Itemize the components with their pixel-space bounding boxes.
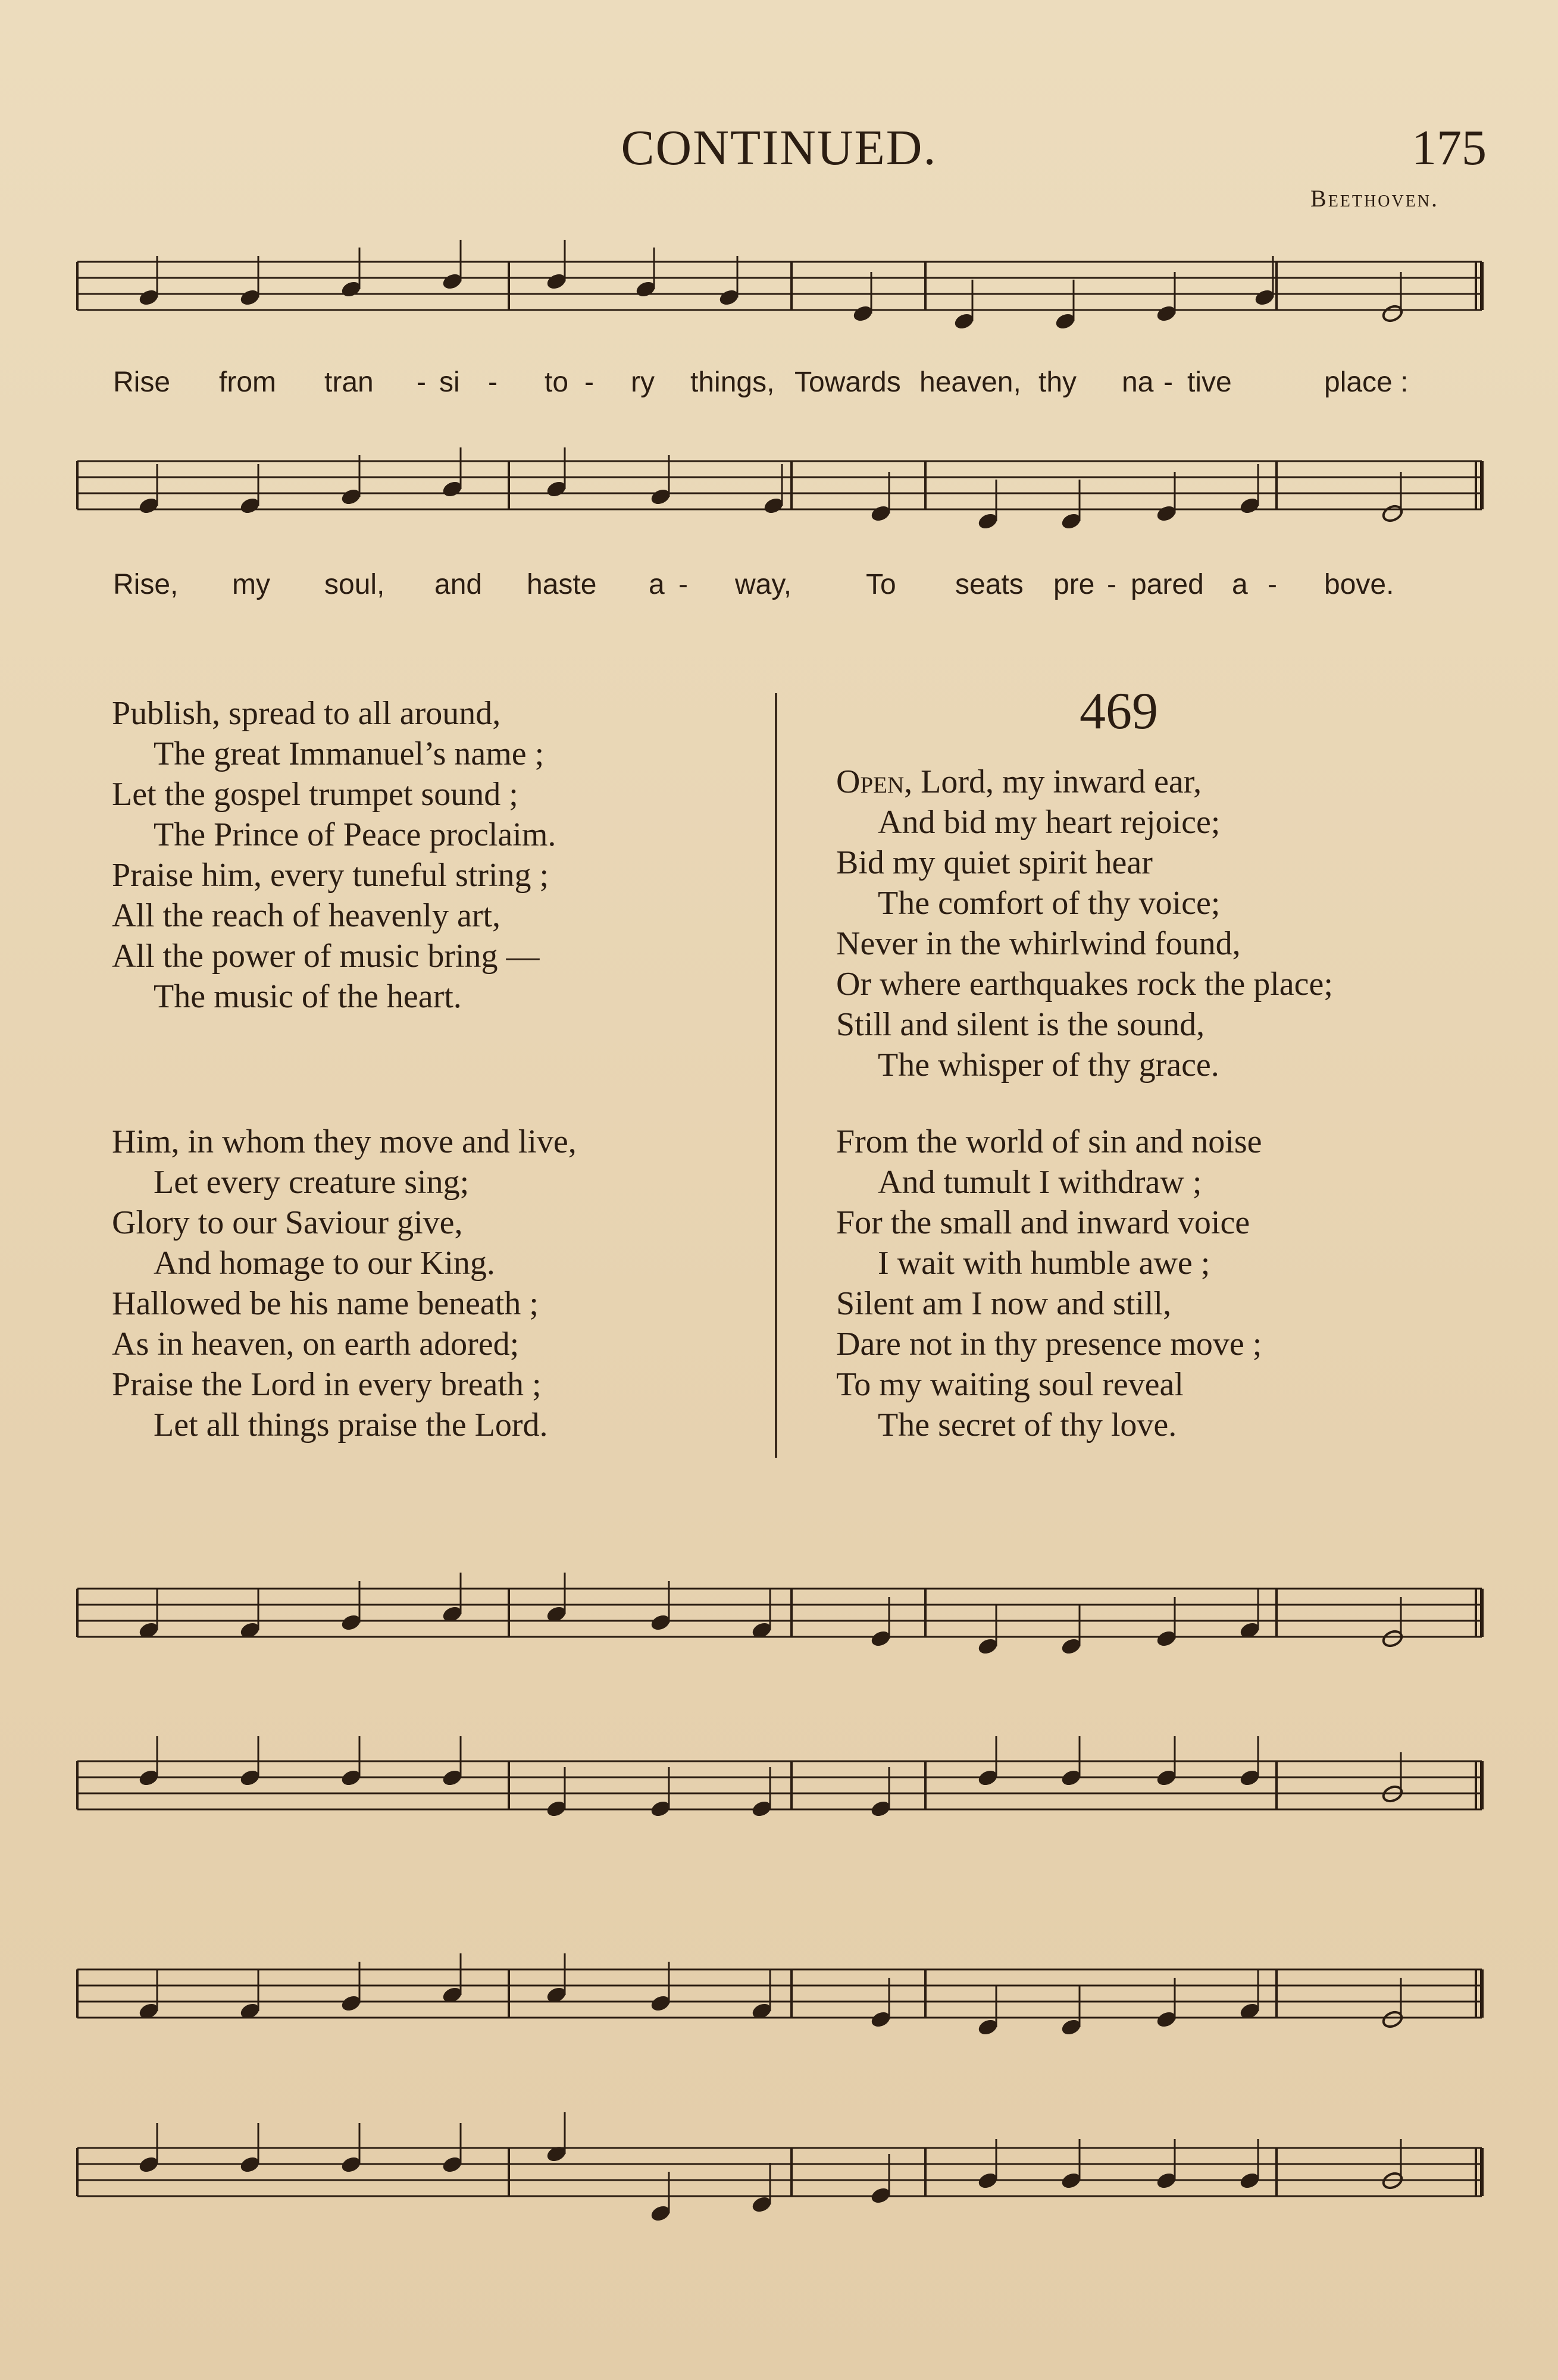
verse-line: As in heaven, on earth adored; — [112, 1326, 520, 1363]
lyric-syllable: ry — [631, 367, 655, 398]
lyric-syllable: seats — [955, 569, 1024, 600]
verse-line — [836, 762, 1333, 802]
verse-line: Glory to our Saviour give, — [112, 1204, 463, 1241]
verse-line: Let the gospel trumpet sound ; — [112, 776, 518, 813]
verse-line: And homage to our King. — [154, 1245, 495, 1282]
verse-line: Or where earthquakes rock the place; — [836, 966, 1333, 1003]
lyric-syllable: to — [545, 367, 569, 398]
lyric-line-2 — [0, 568, 1558, 604]
right-stanza-2 — [836, 1122, 1262, 1445]
lyric-syllable: - — [488, 367, 498, 398]
lyric-syllable: haste — [527, 569, 597, 600]
lyric-syllable: heaven, — [919, 367, 1021, 398]
lyric-syllable: si — [439, 367, 460, 398]
lyric-syllable: - — [1163, 367, 1173, 398]
lyric-syllable: - — [678, 569, 688, 600]
verse-line: The Prince of Peace proclaim. — [154, 816, 556, 853]
lyric-line-1 — [0, 366, 1558, 402]
verse-line: Bid my quiet spirit hear — [836, 844, 1153, 881]
lyric-syllable: Rise — [113, 367, 171, 398]
lyric-syllable: and — [434, 569, 483, 600]
verse-line: Let every creature sing; — [154, 1164, 470, 1201]
lyric-syllable: things, — [690, 367, 775, 398]
verse-line: The great Immanuel’s name ; — [154, 735, 545, 772]
lyric-syllable: bove. — [1324, 569, 1394, 600]
verse-line: Praise the Lord in every breath ; — [112, 1366, 542, 1403]
verse-line: Dare not in thy presence move ; — [836, 1326, 1262, 1363]
right-stanza-1 — [836, 762, 1333, 1085]
lyric-syllable: Rise, — [113, 569, 179, 600]
composer-credit: Beethoven. — [1310, 185, 1439, 212]
left-stanza-2 — [112, 1122, 577, 1445]
lyric-syllable: - — [584, 367, 594, 398]
hymn-number: 469 — [1080, 682, 1158, 740]
verse-line: Never in the whirlwind found, — [836, 925, 1241, 962]
verse-line: Still and silent is the sound, — [836, 1006, 1205, 1043]
verse-line: Let all things praise the Lord. — [154, 1407, 548, 1443]
lyric-syllable: tran — [324, 367, 374, 398]
lyric-syllable: pre — [1053, 569, 1095, 600]
verse-line: For the small and inward voice — [836, 1204, 1250, 1241]
lyric-syllable: - — [417, 367, 426, 398]
lyric-syllable: my — [232, 569, 270, 600]
verse-line: Him, in whom they move and live, — [112, 1123, 577, 1160]
lyric-syllable: tive — [1187, 367, 1232, 398]
verse-line: Silent am I now and still, — [836, 1285, 1172, 1322]
verse-line: I wait with humble awe ; — [878, 1245, 1210, 1282]
lyric-syllable: a — [1232, 569, 1248, 600]
verse-line: The comfort of thy voice; — [878, 885, 1221, 922]
verse-line: Hallowed be his name beneath ; — [112, 1285, 539, 1322]
verse-first-word: Open, — [836, 763, 913, 800]
lyric-syllable: - — [1268, 569, 1277, 600]
verse-line: To my waiting soul reveal — [836, 1366, 1184, 1403]
lyric-syllable: a — [649, 569, 665, 600]
lyric-syllable: way, — [735, 569, 792, 600]
verse-line: And tumult I withdraw ; — [878, 1164, 1202, 1201]
lyric-syllable: thy — [1038, 367, 1077, 398]
lyric-syllable: To — [866, 569, 896, 600]
verse-line: Praise him, every tuneful string ; — [112, 857, 549, 894]
lyric-syllable: Towards — [794, 367, 901, 398]
lyric-syllable: - — [1107, 569, 1116, 600]
verse-line: All the power of music bring — — [112, 938, 540, 975]
verse-line: Publish, spread to all around, — [112, 695, 501, 732]
verse-line: The secret of thy love. — [878, 1407, 1177, 1443]
page-number: 175 — [1412, 120, 1487, 176]
verse-line: The whisper of thy grace. — [878, 1047, 1219, 1083]
verse-line: All the reach of heavenly art, — [112, 897, 501, 934]
column-divider — [775, 693, 777, 1458]
lyric-syllable: na — [1122, 367, 1154, 398]
left-stanza-1 — [112, 693, 556, 1017]
lyric-syllable: place : — [1324, 367, 1409, 398]
verse-line: The music of the heart. — [154, 978, 462, 1015]
lyric-syllable: soul, — [324, 569, 385, 600]
verse-line: From the world of sin and noise — [836, 1123, 1262, 1160]
page-title: CONTINUED. — [621, 120, 937, 176]
lyric-syllable: from — [219, 367, 276, 398]
verse-line: And bid my heart rejoice; — [878, 804, 1221, 841]
verse-line-rest: Lord, my inward ear, — [912, 763, 1202, 800]
lyric-syllable: pared — [1131, 569, 1204, 600]
